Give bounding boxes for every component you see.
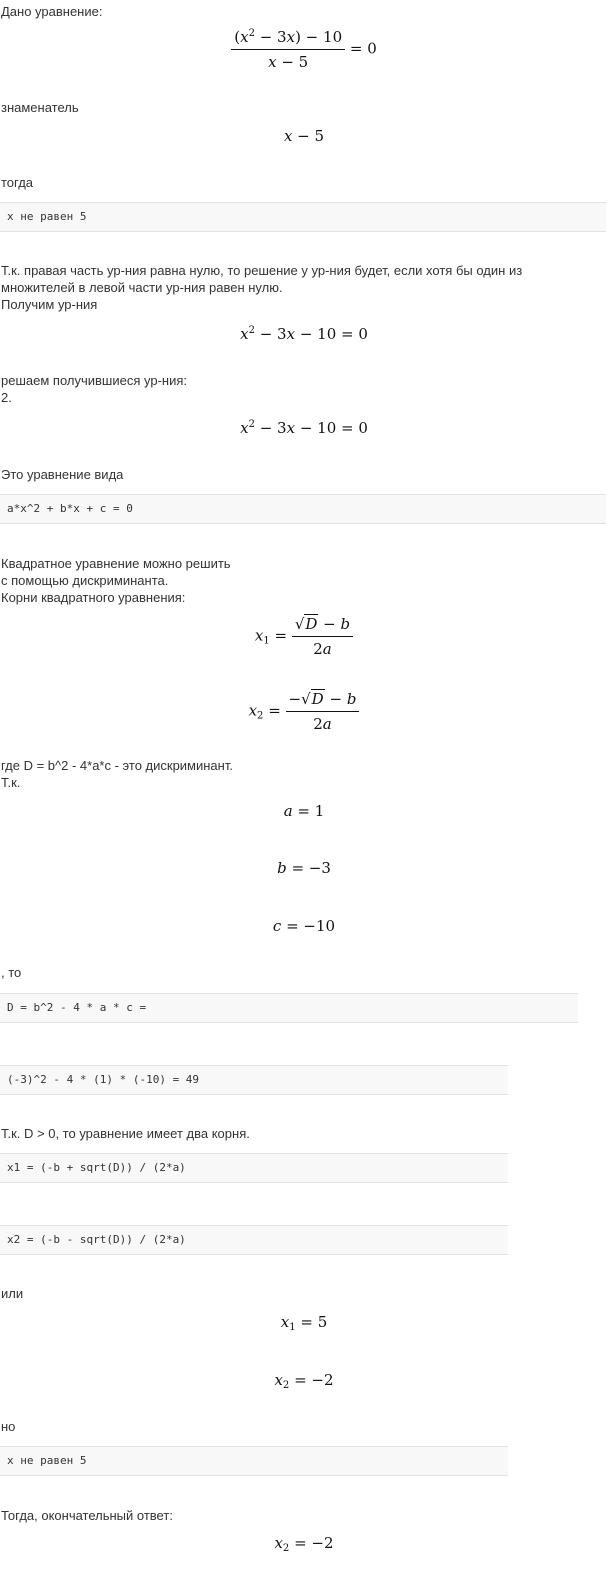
product-text-line1: Т.к. правая часть ур-ния равна нулю, то решение у ур-ния будет, если хотя бы один из [1, 263, 523, 278]
x2-value: −2 [311, 1371, 334, 1389]
quadratic-equation-1: $x^2 - 3x - 10 = 0$ [240, 325, 368, 343]
quadratic-text-line2: с помощью дискриминанта. [1, 573, 169, 588]
so-label: , то [1, 965, 22, 980]
code-x-not-equal-5: x не равен 5 [0, 202, 606, 232]
product-text-line2: множителей в левой части ур-ния равен нулю. [1, 280, 283, 295]
discriminant-definition: где D = b^2 - 4*a*c - это дискриминант. [1, 758, 233, 773]
final-answer-label: Тогда, окончательный ответ: [1, 1508, 173, 1523]
root-x2-value: $x_2 = -2$ [274, 1371, 334, 1391]
solve-label: решаем получившиеся ур-ния: [1, 373, 187, 388]
code-discriminant-formula: D = b^2 - 4 * a * c = [0, 993, 578, 1023]
quadratic-text-line3: Корни квадратного уравнения: [1, 590, 186, 605]
final-x2-value: −2 [311, 1534, 334, 1552]
code-x1-formula: x1 = (-b + sqrt(D)) / (2*a) [0, 1153, 508, 1183]
quadratic-equation-2: $x^2 - 3x - 10 = 0$ [240, 419, 368, 437]
coefficient-c-value: −10 [303, 917, 336, 935]
coefficient-b: b = −3 [277, 859, 331, 877]
but-label: но [1, 1419, 16, 1434]
coefficient-c: c = −10 [272, 917, 336, 935]
code-x2-formula: x2 = (-b - sqrt(D)) / (2*a) [0, 1225, 508, 1255]
given-label: Дано уравнение: [1, 4, 103, 19]
code-general-form: a*x^2 + b*x + c = 0 [0, 494, 606, 524]
two-roots-text: Т.к. D > 0, то уравнение имеет два корня. [1, 1126, 250, 1141]
get-equation-label: Получим ур-ния [1, 297, 98, 312]
root-x2-formula: $x_2$ = $\frac{-√D - b}{2a}$ [0, 690, 608, 733]
denominator-expression: x − 5 [283, 127, 325, 145]
then-label: тогда [1, 175, 34, 190]
since-label: Т.к. [1, 775, 21, 790]
quadratic-text-line1: Квадратное уравнение можно решить [1, 556, 231, 571]
coefficient-a-value: 1 [314, 802, 325, 820]
form-label: Это уравнение вида [1, 467, 124, 482]
root-x1-value: $x_1 = 5$ [280, 1313, 328, 1333]
coefficient-b-value: −3 [308, 859, 331, 877]
code-discriminant-value: (-3)^2 - 4 * (1) * (-10) = 49 [0, 1065, 508, 1095]
code-x-not-equal-5-again: x не равен 5 [0, 1446, 508, 1476]
given-equation: $\frac{(x^2 - 3x) - 10}{x - 5}$ = 0 [0, 28, 608, 71]
x1-value: 5 [317, 1313, 328, 1331]
step-number: 2. [1, 390, 12, 405]
or-label: или [1, 1286, 24, 1301]
coefficient-a: a = 1 [283, 802, 325, 820]
root-x1-formula: $x_1$ = $\frac{√D - b}{2a}$ [0, 615, 608, 658]
denominator-label: знаменатель [1, 100, 79, 115]
final-answer: $x_2 = -2$ [274, 1534, 334, 1554]
